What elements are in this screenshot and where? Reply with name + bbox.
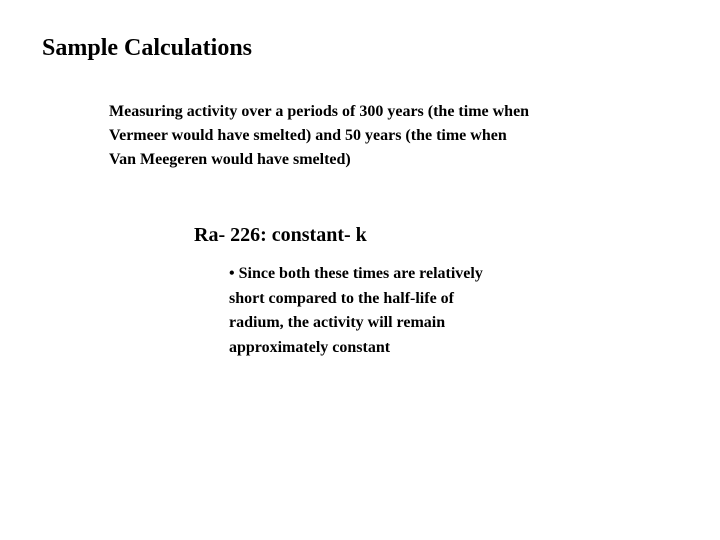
intro-line: Vermeer would have smelted) and 50 years (the time when (109, 127, 507, 144)
intro-line: Measuring activity over a periods of 300 years (the time when (109, 103, 530, 120)
bullet-line: • Since both these times are relatively (229, 265, 483, 282)
slide-title: Sample Calculations (42, 35, 253, 61)
bullet-line: radium, the activity will remain (229, 314, 446, 331)
bullet-line: approximately constant (229, 338, 391, 356)
subheading: Ra- 226: constant- k (194, 224, 367, 246)
bullet-line: short compared to the half-life of (229, 289, 454, 307)
bullet-point (229, 262, 589, 360)
intro-paragraph (109, 100, 609, 172)
intro-line: Van Meegeren would have smelted) (109, 151, 351, 168)
